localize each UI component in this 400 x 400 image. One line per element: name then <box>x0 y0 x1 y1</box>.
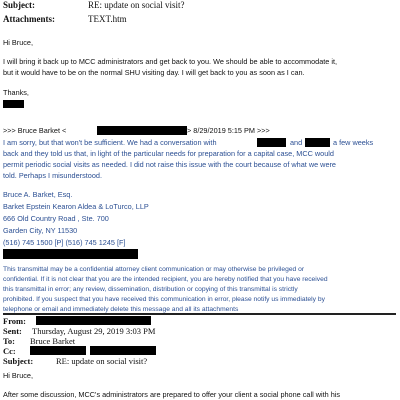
signature-phone: (516) 745 1500 [P] (516) 745 1245 [F] <box>3 238 126 247</box>
subject-label: Subject: <box>3 0 35 10</box>
disclaimer-line-5: telephone or email and immediately delete this message and all its attachments <box>3 306 239 313</box>
reply-thanks: Thanks, <box>3 88 29 97</box>
forwarded-subject-label: Subject: <box>3 356 34 366</box>
cc-label: Cc: <box>3 346 16 356</box>
quoted-line-1: I am sorry, but that won't be sufficient. We had a conversation with <box>3 138 217 147</box>
reply-greeting: Hi Bruce, <box>3 38 34 47</box>
quoted-line-2: back and they told us that, in light of the particular needs for preparation for a capital case, MCC would <box>3 149 334 158</box>
header-divider <box>3 313 396 315</box>
reply-body-line-1: I will bring it back up to MCC administrators and get back to you. We should be able to accommodate it, <box>3 57 338 66</box>
signature-address-1: 666 Old Country Road , Ste. 700 <box>3 214 109 223</box>
subject-value: RE: update on social visit? <box>88 0 185 10</box>
attachments-value: TEXT.htm <box>88 14 127 24</box>
quoted-line-1-and: and <box>290 138 303 147</box>
signature-firm: Barket Epstein Kearon Aldea & LoTurco, LLP <box>3 202 149 211</box>
to-value: Bruce Barket <box>30 336 76 346</box>
quoted-header-prefix: >>> Bruce Barket < <box>3 126 67 135</box>
signature-address-2: Garden City, NY 11530 <box>3 226 78 235</box>
sent-value: Thursday, August 29, 2019 3:03 PM <box>32 326 156 336</box>
redacted-sender <box>36 316 151 325</box>
quoted-header-suffix: > 8/29/2019 5:15 PM >>> <box>187 126 270 135</box>
quoted-line-4: told. Perhaps I misunderstood. <box>3 171 102 180</box>
sent-label: Sent: <box>3 326 22 336</box>
disclaimer-line-4: prohibited. If you suspect that you have received this communication in error, please notify us immediately by <box>3 296 325 303</box>
redacted-email-address <box>97 126 187 135</box>
attachments-label: Attachments: <box>3 14 55 24</box>
disclaimer-line-3: this transmittal in error; any review, dissemination, distribution or copying of this transmittal is strictly <box>3 286 298 293</box>
redacted-name-2 <box>305 138 330 147</box>
redaction-bar <box>3 100 24 108</box>
quoted-line-3: permit periodic social visits as needed. I did not raise this issue with the court because of what we were <box>3 160 336 169</box>
to-label: To: <box>3 336 15 346</box>
redacted-signature-email <box>3 249 138 259</box>
redacted-cc-2 <box>90 346 156 355</box>
reply-body-line-2: but it would have to be on the normal SHU visiting day. I will get back to you as soon as I can. <box>3 68 305 77</box>
signature-name: Bruce A. Barket, Esq. <box>3 190 73 199</box>
forwarded-subject-value: RE: update on social visit? <box>56 356 148 366</box>
redacted-cc-1 <box>30 346 86 355</box>
disclaimer-line-2: confidential. If it is not clear that you are the intended recipient, you are hereby notified that you have received <box>3 276 328 283</box>
disclaimer-line-1: This transmittal may be a confidential attorney client communication or may otherwise be privileged or <box>3 266 305 273</box>
from-label: From: <box>3 316 26 326</box>
forwarded-greeting: Hi Bruce, <box>3 371 34 380</box>
quoted-line-1-end: a few weeks <box>333 138 374 147</box>
forwarded-body-line-1: After some discussion, MCC's administrators are prepared to offer your client a social phone call with his <box>3 390 341 399</box>
redacted-name-1 <box>257 138 286 147</box>
